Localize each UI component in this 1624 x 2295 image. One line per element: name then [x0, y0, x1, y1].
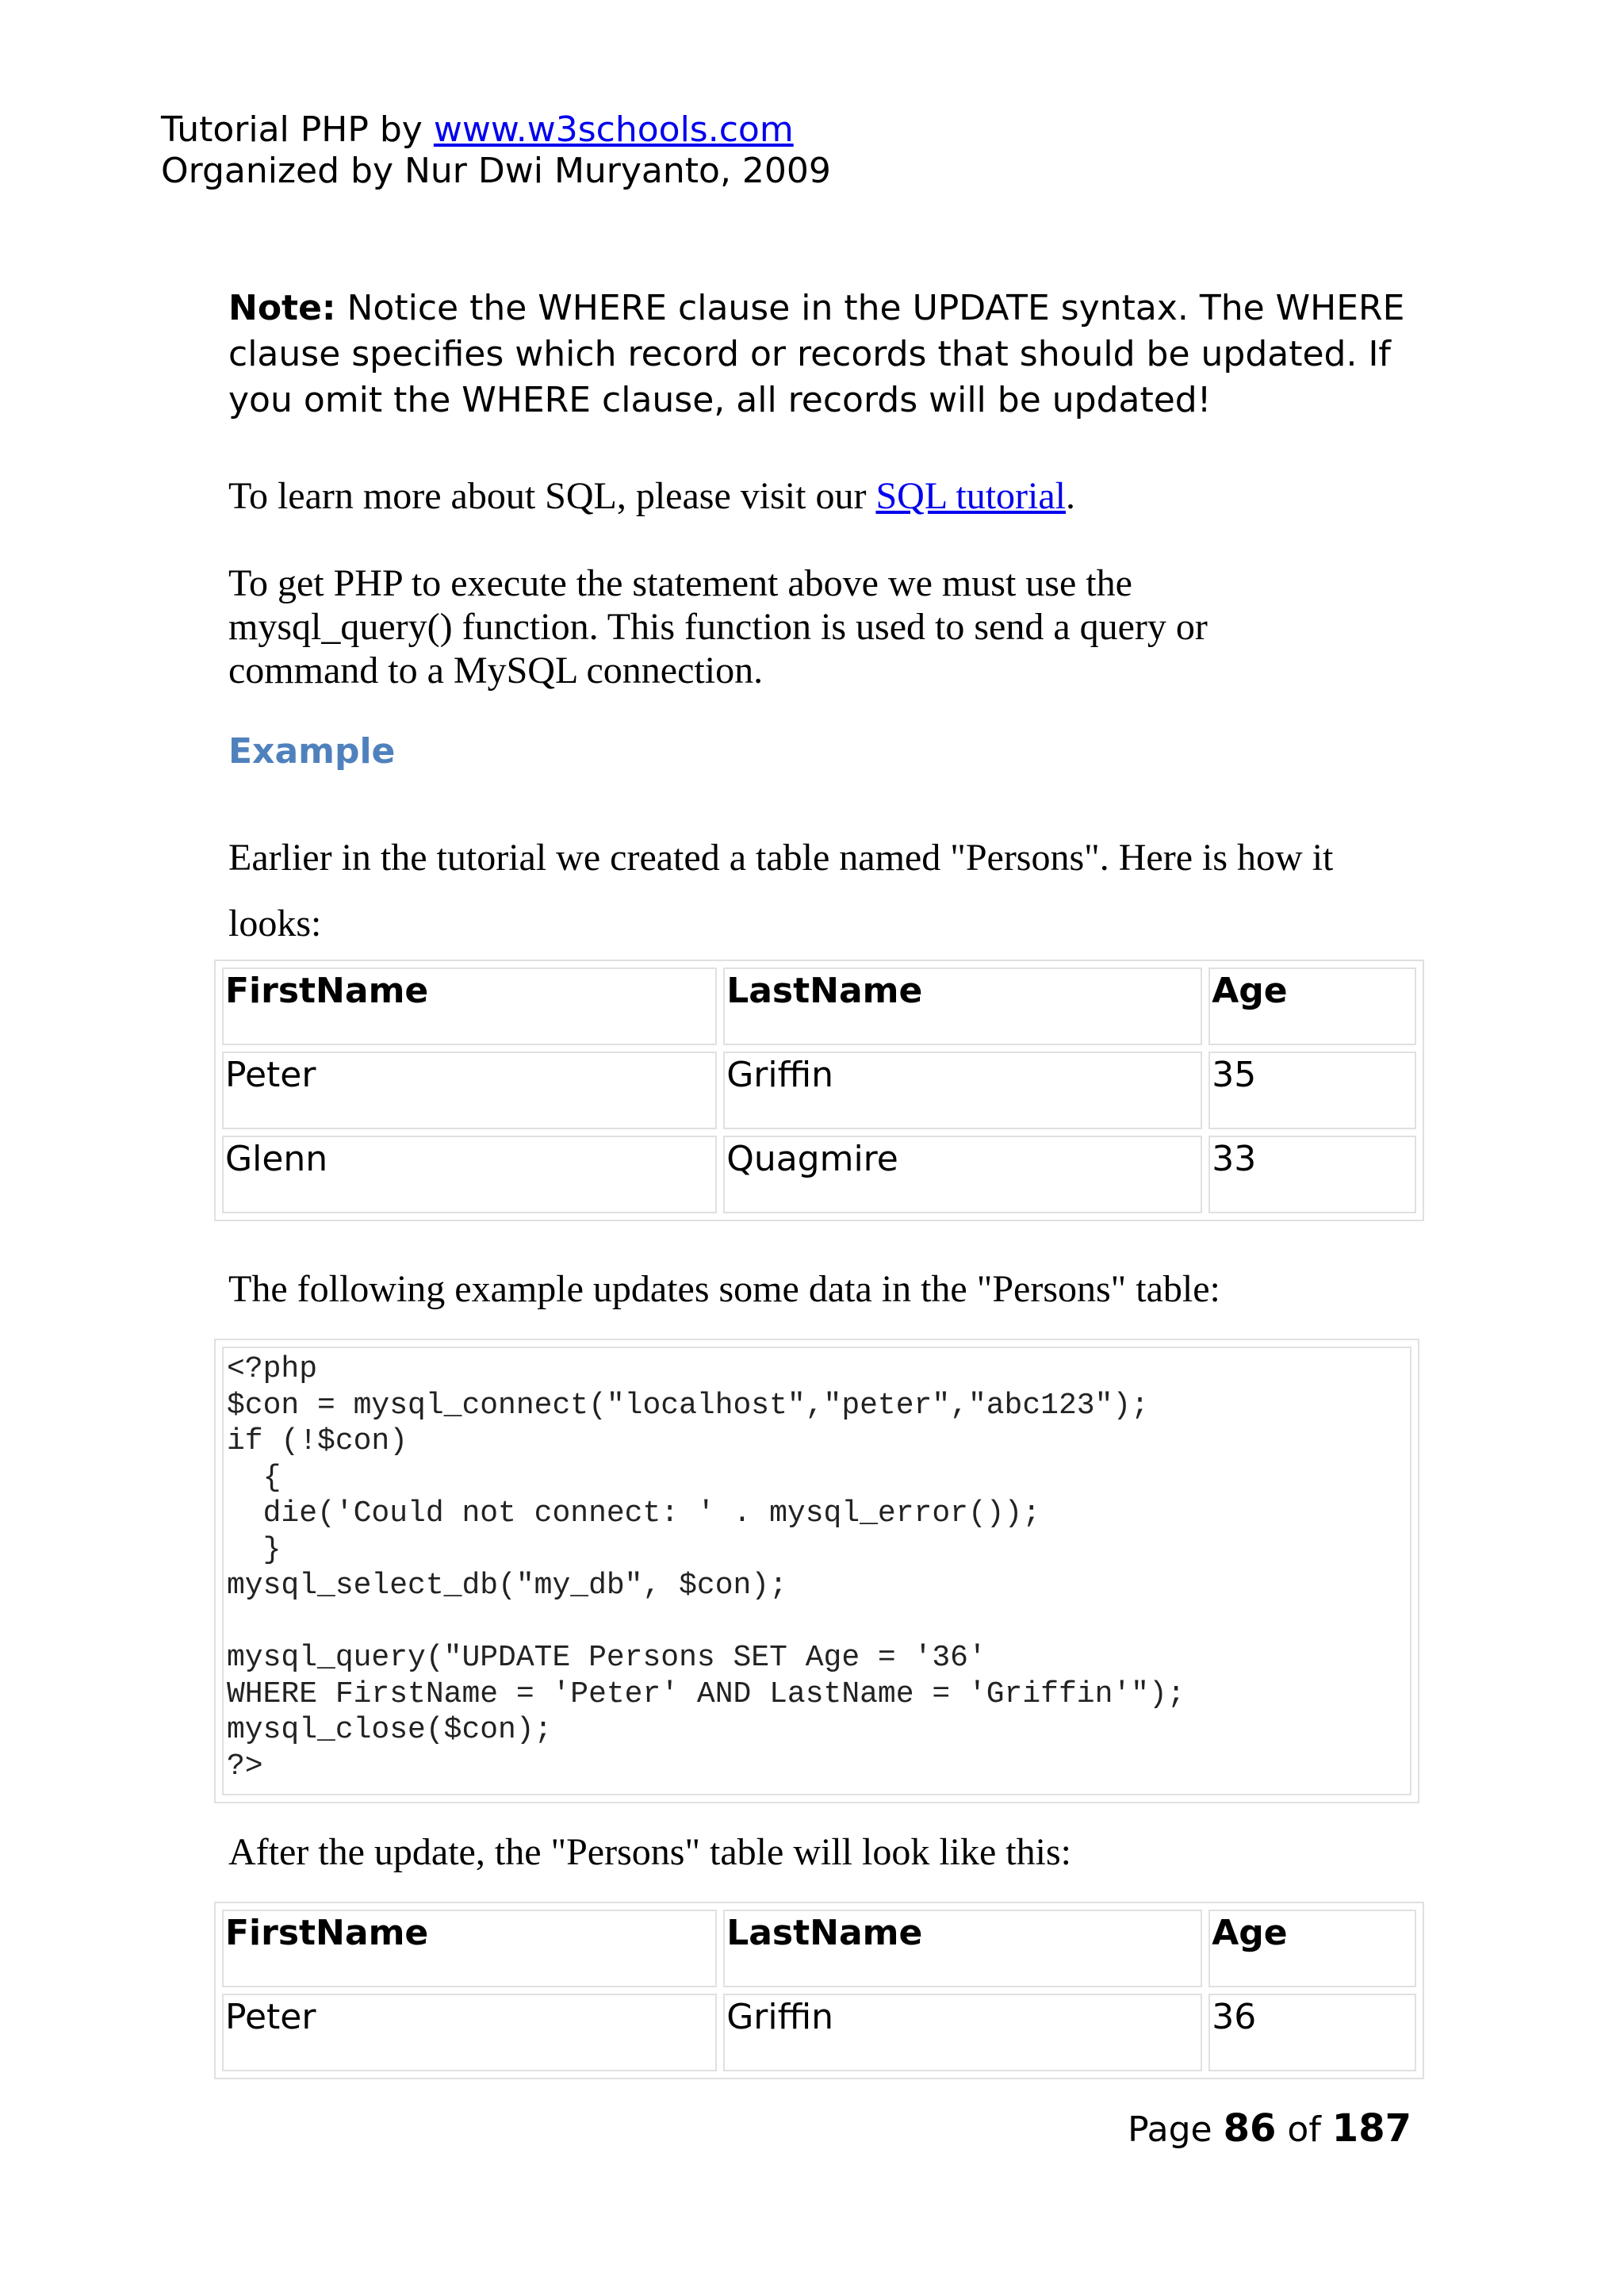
cell-age: 36 — [1208, 1994, 1416, 2071]
sql-para-suffix: . — [1065, 475, 1075, 517]
header-firstname: FirstName — [222, 1910, 717, 1987]
after-update-paragraph: After the update, the "Persons" table will look like this: — [228, 1831, 1071, 1873]
table-header-row — [222, 967, 1416, 1045]
mysql-query-paragraph: To get PHP to execute the statement above we must use the mysql_query() function. This function is used to send a query or command to a MySQL connection. — [228, 562, 1208, 692]
header-firstname: FirstName — [222, 967, 717, 1045]
persons-table-after — [214, 1902, 1424, 2079]
sql-tutorial-link[interactable]: SQL tutorial — [875, 475, 1066, 517]
cell-lastname: Quagmire — [723, 1136, 1202, 1213]
intro-paragraph: Earlier in the tutorial we created a table named "Persons". Here is how it looks: — [228, 837, 1334, 944]
header-line-2: Organized by Nur Dwi Muryanto, 2009 — [161, 151, 831, 191]
header-age: Age — [1208, 967, 1416, 1045]
note-paragraph — [228, 285, 1426, 423]
footer-of-word: of — [1276, 2109, 1332, 2150]
sql-tutorial-paragraph — [228, 474, 1426, 518]
following-paragraph: The following example updates some data in the "Persons" table: — [228, 1268, 1220, 1310]
sql-para-prefix: To learn more about SQL, please visit our — [228, 475, 876, 517]
w3schools-link[interactable]: www.w3schools.com — [433, 109, 794, 150]
cell-lastname: Griffin — [723, 1052, 1202, 1129]
note-text: Notice the WHERE clause in the UPDATE syntax. The WHERE clause specifies which record or records that should be updated. If you omit the WHERE clause, all records will be updated! — [228, 288, 1405, 420]
cell-firstname: Peter — [222, 1052, 717, 1129]
footer-page-number: 86 — [1223, 2106, 1277, 2151]
table-row — [222, 1136, 1416, 1213]
note-label: Note: — [228, 288, 336, 328]
page-header — [161, 109, 831, 192]
cell-lastname: Griffin — [723, 1994, 1202, 2071]
cell-firstname: Glenn — [222, 1136, 717, 1213]
php-code-block: <?php $con = mysql_connect("localhost","peter","abc123"); if (!$con) { die('Could not connect: ' . mysql_error()); } mysql_select_db("my_db", $con); mysql_query("UPDATE Persons SET Age = '36' WHERE FirstName = 'Peter' AND LastName = 'Griffin'"); mysql_close($con); ?> — [222, 1347, 1411, 1795]
page-footer — [1128, 2106, 1411, 2151]
footer-page-word: Page — [1128, 2109, 1224, 2150]
code-example-box — [214, 1339, 1419, 1803]
example-heading: Example — [228, 731, 396, 772]
header-line-1 — [161, 109, 831, 151]
footer-total-pages: 187 — [1331, 2106, 1411, 2151]
persons-table-before — [214, 960, 1424, 1221]
cell-age: 35 — [1208, 1052, 1416, 1129]
table-header-row — [222, 1910, 1416, 1987]
header-age: Age — [1208, 1910, 1416, 1987]
table-row — [222, 1052, 1416, 1129]
cell-age: 33 — [1208, 1136, 1416, 1213]
header-lastname: LastName — [723, 967, 1202, 1045]
cell-firstname: Peter — [222, 1994, 717, 2071]
header-lastname: LastName — [723, 1910, 1202, 1987]
header-title: Tutorial PHP by — [161, 109, 434, 150]
table-row — [222, 1994, 1416, 2071]
